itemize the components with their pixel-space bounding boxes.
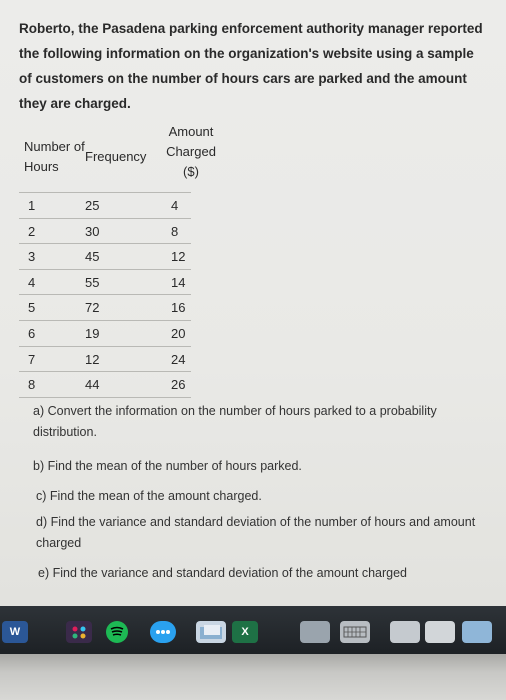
header-amount-charged: Amount Charged ($) xyxy=(166,124,216,179)
table-row xyxy=(19,219,191,245)
cell-frequency: 55 xyxy=(85,274,100,290)
table-row xyxy=(19,192,191,219)
cell-amount: 20 xyxy=(171,325,186,341)
messages-app-icon[interactable] xyxy=(150,621,176,643)
cell-frequency: 25 xyxy=(85,198,100,213)
cell-frequency: 44 xyxy=(85,377,100,393)
cell-hours: 2 xyxy=(28,223,36,239)
table-row xyxy=(19,347,191,373)
question-a: a) Convert the information on the number of hours parked to a probability distribution. xyxy=(33,404,437,439)
window-thumbnail-2[interactable] xyxy=(390,621,420,643)
spotify-waves-icon xyxy=(106,621,128,643)
cell-frequency: 45 xyxy=(85,249,100,265)
excel-letter: X xyxy=(241,626,249,638)
spotify-app-icon[interactable] xyxy=(106,621,128,643)
table-row xyxy=(19,270,191,296)
slack-app-icon[interactable] xyxy=(66,621,92,643)
slack-glyph-icon xyxy=(66,621,92,643)
word-app-icon[interactable] xyxy=(2,621,28,643)
cell-amount: 12 xyxy=(171,249,186,265)
cell-hours: 4 xyxy=(28,274,36,290)
cell-hours: 1 xyxy=(28,198,36,213)
header-frequency: Frequency xyxy=(85,149,147,164)
table-row xyxy=(19,244,191,270)
header-number-of-hours: Number of Hours xyxy=(24,139,85,174)
table-row xyxy=(19,295,191,321)
preview-photos-icon xyxy=(196,621,226,643)
preview-app-icon[interactable] xyxy=(196,621,226,643)
cell-hours: 6 xyxy=(28,325,36,341)
table-row xyxy=(19,372,191,398)
dots-icon xyxy=(150,621,176,643)
cell-hours: 3 xyxy=(28,249,36,265)
question-b: b) Find the mean of the number of hours parked. xyxy=(33,459,302,473)
cell-hours: 7 xyxy=(28,351,36,367)
cell-amount: 24 xyxy=(171,351,186,367)
window-thumbnail-3[interactable] xyxy=(425,621,455,643)
table-row xyxy=(19,321,191,347)
question-c: c) Find the mean of the amount charged. xyxy=(36,489,262,503)
word-letter: W xyxy=(9,626,21,638)
cell-amount: 16 xyxy=(171,300,186,316)
cell-frequency: 19 xyxy=(85,325,100,341)
laptop-bezel xyxy=(0,654,506,700)
cell-frequency: 30 xyxy=(85,223,100,239)
grid-icon xyxy=(340,621,370,643)
cell-frequency: 72 xyxy=(85,300,100,316)
data-table xyxy=(19,192,191,398)
cell-frequency: 12 xyxy=(85,351,100,367)
cell-amount: 14 xyxy=(171,274,186,290)
dock-taskbar xyxy=(0,606,506,654)
cell-hours: 8 xyxy=(28,377,36,393)
intro-paragraph: Roberto, the Pasadena parking enforcement authority manager reported the following information on the organization's website using a sample of customers on the number of hours cars are parked and the amount they are charged. xyxy=(19,21,483,111)
cell-hours: 5 xyxy=(28,300,36,316)
window-thumbnail-1[interactable] xyxy=(300,621,330,643)
keyboard-thumbnail-icon[interactable] xyxy=(340,621,370,643)
cell-amount: 8 xyxy=(171,223,179,239)
cell-amount: 26 xyxy=(171,377,186,393)
question-d: d) Find the variance and standard deviation of the number of hours and amount charged xyxy=(36,515,476,550)
question-e: e) Find the variance and standard deviation of the amount charged xyxy=(38,566,407,580)
cell-amount: 4 xyxy=(171,198,179,213)
excel-app-icon[interactable] xyxy=(232,621,258,643)
window-thumbnail-4[interactable] xyxy=(462,621,492,643)
